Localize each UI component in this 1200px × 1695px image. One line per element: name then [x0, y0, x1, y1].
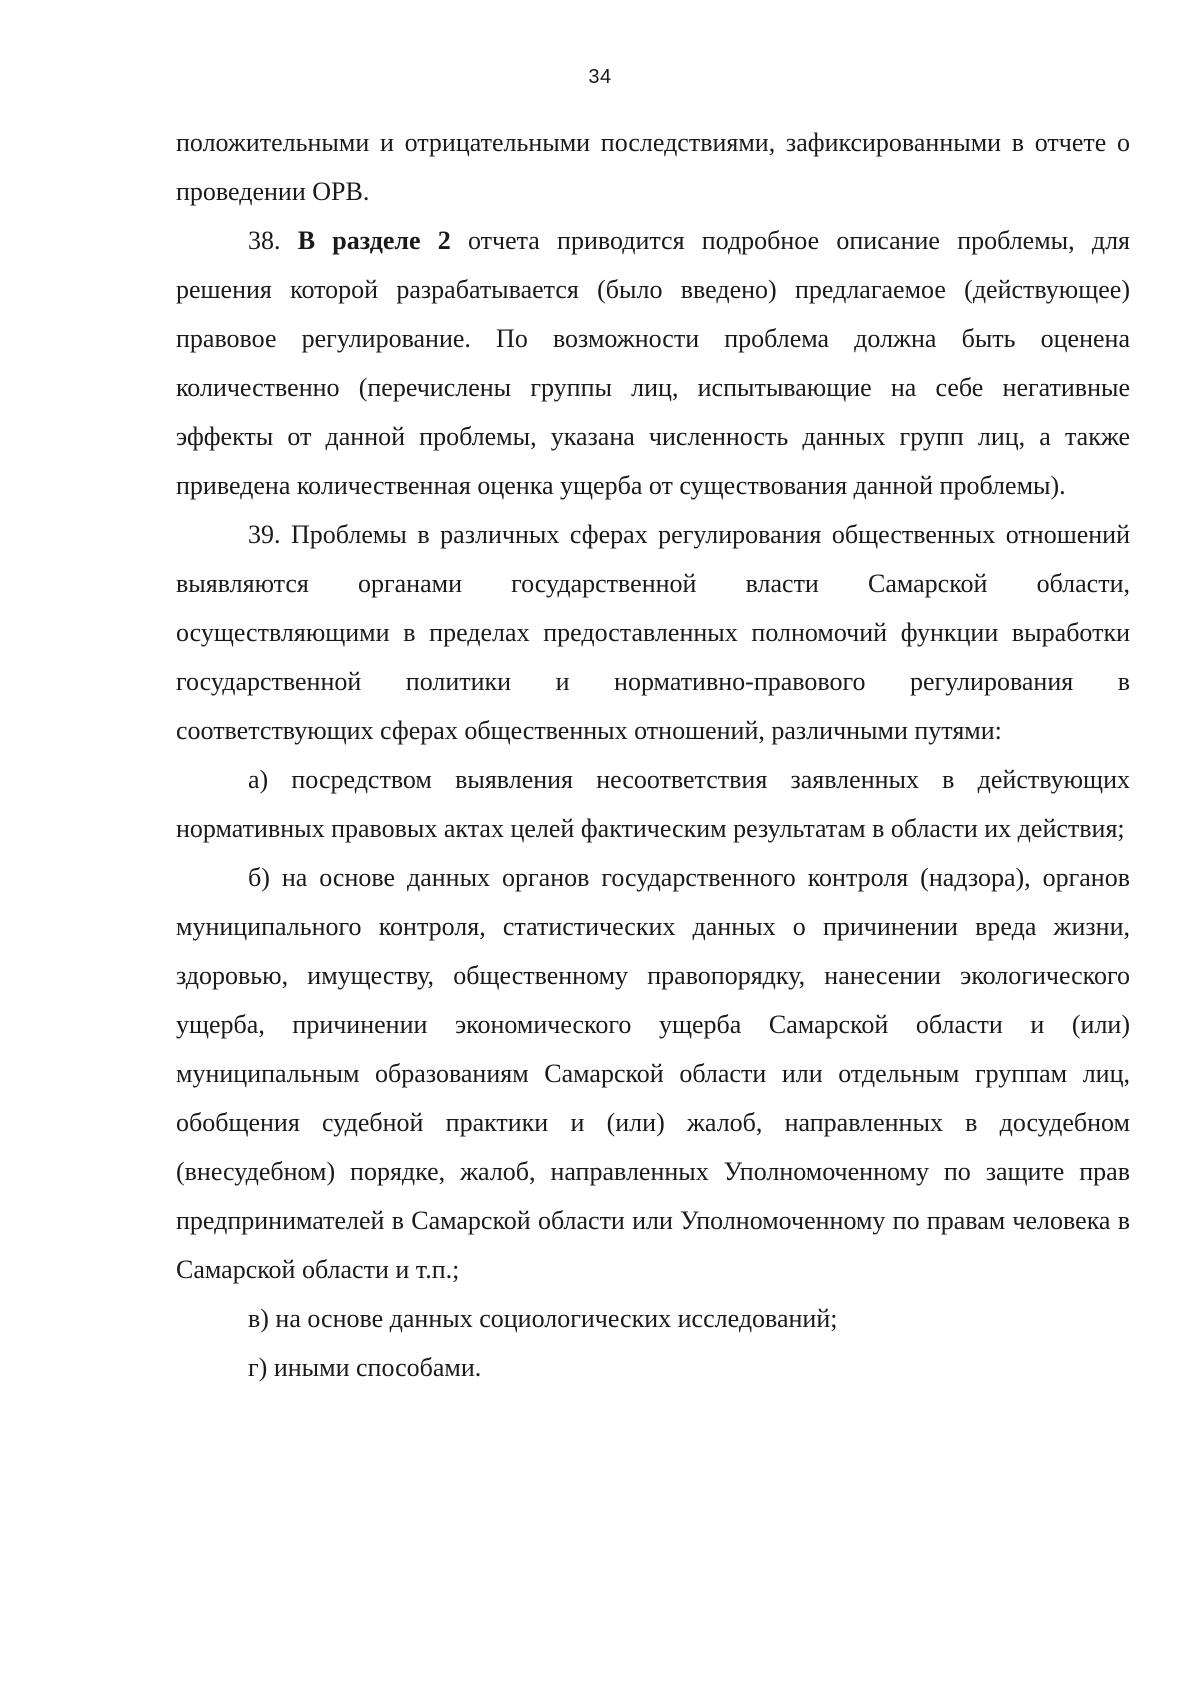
paragraph-continuation: положительными и отрицательными последствиями, зафиксированными в отчете о проведении ОРВ.: [176, 128, 1130, 206]
page-number: 34: [588, 66, 612, 88]
paragraph-38: [176, 216, 1130, 510]
paragraph-39: 39. Проблемы в различных сферах регулирования общественных отношений выявляются органами государственной власти Самарской области, осуществляющими в пределах предоставленных полномочий функции выработки государственной политики и нормативно-правового регулирования в соответствующих сферах общественных отношений, различными путями:: [176, 520, 1130, 745]
list-item-a: а) посредством выявления несоответствия заявленных в действующих нормативных правовых актах целей фактическим результатам в области их действия;: [176, 765, 1130, 843]
list-item-b: б) на основе данных органов государственного контроля (надзора), органов муниципального контроля, статистических данных о причинении вреда жизни, здоровью, имуществу, общественному правопорядку, нанесении экологического ущерба, причинении экономического ущерба Самарской области и (или) муниципальным образованиям Самарской области или отдельным группам лиц, обобщения судебной практики и (или) жалоб, направленных в досудебном (внесудебном) порядке, жалоб, направленных Уполномоченному по защите прав предпринимателей в Самарской области или Уполномоченному по правам человека в Самарской области и т.п.;: [176, 863, 1130, 1284]
document-body: [176, 118, 1130, 1392]
paragraph-38-number: 38.: [248, 226, 281, 255]
paragraph-38-bold: В разделе 2: [297, 226, 451, 255]
paragraph-38-text: отчета приводится подробное описание проблемы, для решения которой разрабатывается (было введено) предлагаемое (действующее) правовое регулирование. По возможности проблема должна быть оценена количественно (перечислены группы лиц, испытывающие на себе негативные эффекты от данной проблемы, указана численность данных групп лиц, а также приведена количественная оценка ущерба от существования данной проблемы).: [176, 226, 1131, 500]
list-item-g: г) иными способами.: [248, 1353, 482, 1382]
list-item-v: в) на основе данных социологических исследований;: [248, 1304, 838, 1333]
